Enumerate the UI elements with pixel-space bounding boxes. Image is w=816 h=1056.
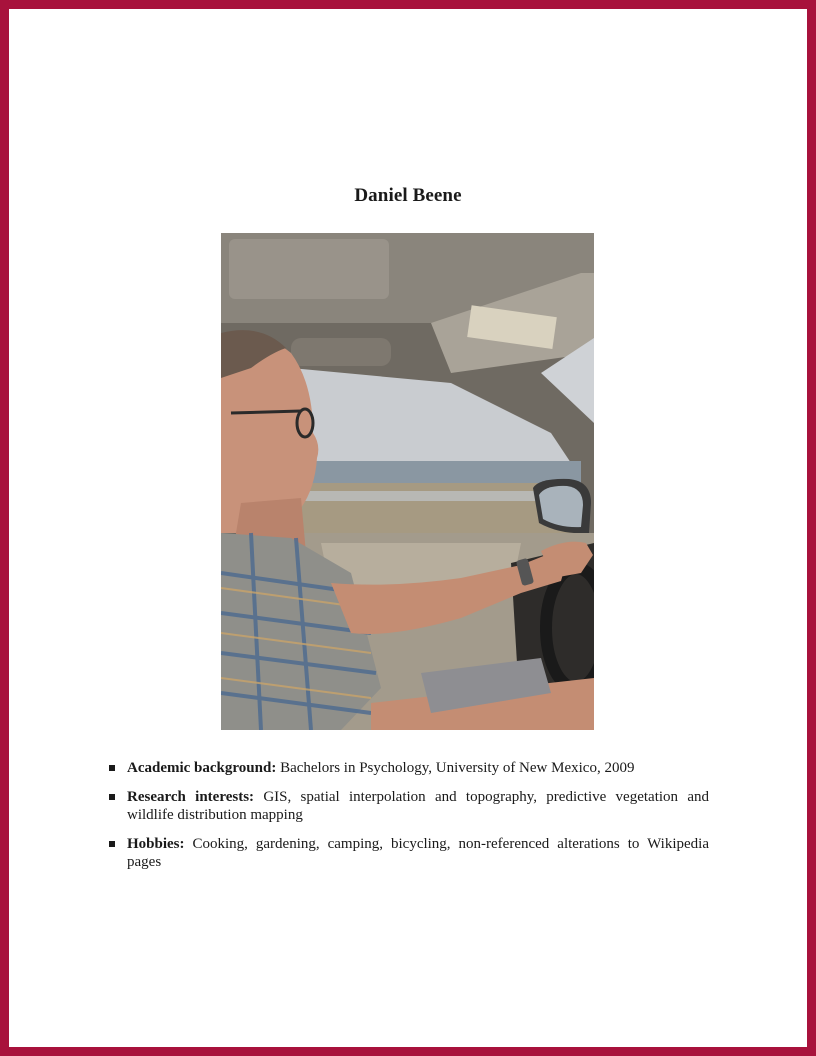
- bullet-text: GIS, spatial interpolation and topography, predictive vegetation and wildlife distribution mapping: [127, 789, 709, 823]
- window-sea: [296, 461, 581, 483]
- square-bullet-icon: [109, 765, 115, 771]
- bullet-label: Hobbies:: [127, 836, 185, 852]
- list-item: [105, 788, 709, 824]
- sun-visor-left: [229, 239, 389, 299]
- bullet-label: Research interests:: [127, 789, 255, 805]
- bullet-text: Bachelors in Psychology, University of New Mexico, 2009: [276, 760, 635, 776]
- page-title: Daniel Beene: [354, 185, 462, 206]
- photo-illustration: [221, 233, 594, 730]
- grab-handle: [291, 338, 391, 366]
- list-item: [105, 759, 709, 777]
- bullet-text: Cooking, gardening, camping, bicycling, non-referenced alterations to Wikipedia pages: [127, 836, 709, 870]
- list-item: [105, 835, 709, 871]
- glasses-arm: [231, 411, 301, 413]
- portrait-photo: [221, 233, 594, 730]
- square-bullet-icon: [109, 794, 115, 800]
- bullet-list: [105, 759, 709, 882]
- square-bullet-icon: [109, 841, 115, 847]
- bullet-label: Academic background:: [127, 760, 277, 776]
